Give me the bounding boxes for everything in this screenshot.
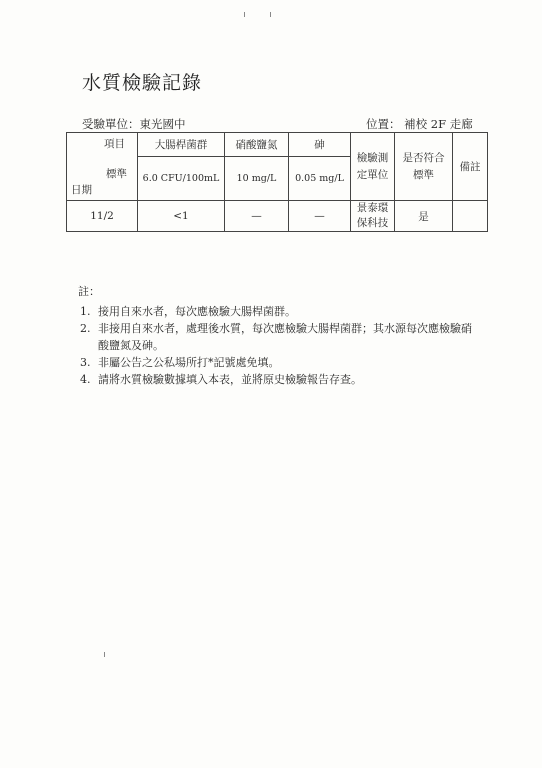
col-header-conform (395, 133, 453, 201)
note-number: 3. (80, 356, 91, 369)
conform-header-text: 是否符合標準 (402, 151, 445, 181)
note-text: 非屬公告之公私場所打*記號處免填。 (98, 356, 280, 369)
col-header-nitrate: 硝酸鹽氮 (225, 133, 289, 157)
note-text: 請將水質檢驗數據填入本表，並將原史檢驗報告存查。 (98, 373, 362, 386)
row-remark (453, 201, 488, 232)
note-text: 接用自來水者，每次應檢驗大腸桿菌群。 (98, 305, 296, 318)
scan-mark (244, 12, 245, 17)
notes-list (78, 303, 478, 388)
row-coliform: <1 (138, 201, 225, 232)
row-date: 11/2 (67, 201, 138, 232)
water-quality-table (66, 132, 488, 232)
notes-section (78, 283, 478, 388)
standard-arsenic: 0.05 mg/L (289, 157, 351, 201)
corner-date-label: 日期 (71, 184, 92, 196)
note-number: 2. (80, 322, 91, 335)
note-item (78, 320, 478, 354)
col-header-coliform: 大腸桿菌群 (138, 133, 225, 157)
corner-item-label: 項目 (104, 138, 125, 150)
col-header-remark: 備註 (453, 133, 488, 201)
table-row (67, 201, 488, 232)
row-lab-text: 景泰環保科技 (356, 202, 389, 229)
location: 位置： 補校 2F 走廊 (366, 117, 473, 131)
notes-heading: 註： (78, 285, 100, 298)
row-nitrate: — (225, 201, 289, 232)
scan-mark (104, 652, 105, 657)
note-item (78, 371, 478, 388)
lab-header-text: 檢驗測定單位 (356, 151, 389, 181)
note-number: 4. (80, 373, 91, 386)
standard-nitrate: 10 mg/L (225, 157, 289, 201)
standard-coliform: 6.0 CFU/100mL (138, 157, 225, 201)
row-conform: 是 (395, 201, 453, 232)
scan-mark (270, 12, 271, 17)
inspected-unit: 受驗單位：東光國中 (82, 117, 186, 131)
corner-standard-label: 標準 (106, 168, 127, 180)
note-item (78, 354, 478, 371)
row-arsenic: — (289, 201, 351, 232)
col-header-arsenic: 砷 (289, 133, 351, 157)
note-item (78, 303, 478, 320)
col-header-lab (351, 133, 395, 201)
corner-header-cell (67, 133, 138, 201)
note-text: 非接用自來水者，處理後水質，每次應檢驗大腸桿菌群；其水源每次應檢驗硝酸鹽氮及砷。 (98, 322, 472, 352)
row-lab (351, 201, 395, 232)
page-title: 水質檢驗記錄 (82, 72, 203, 94)
note-number: 1. (80, 305, 91, 318)
